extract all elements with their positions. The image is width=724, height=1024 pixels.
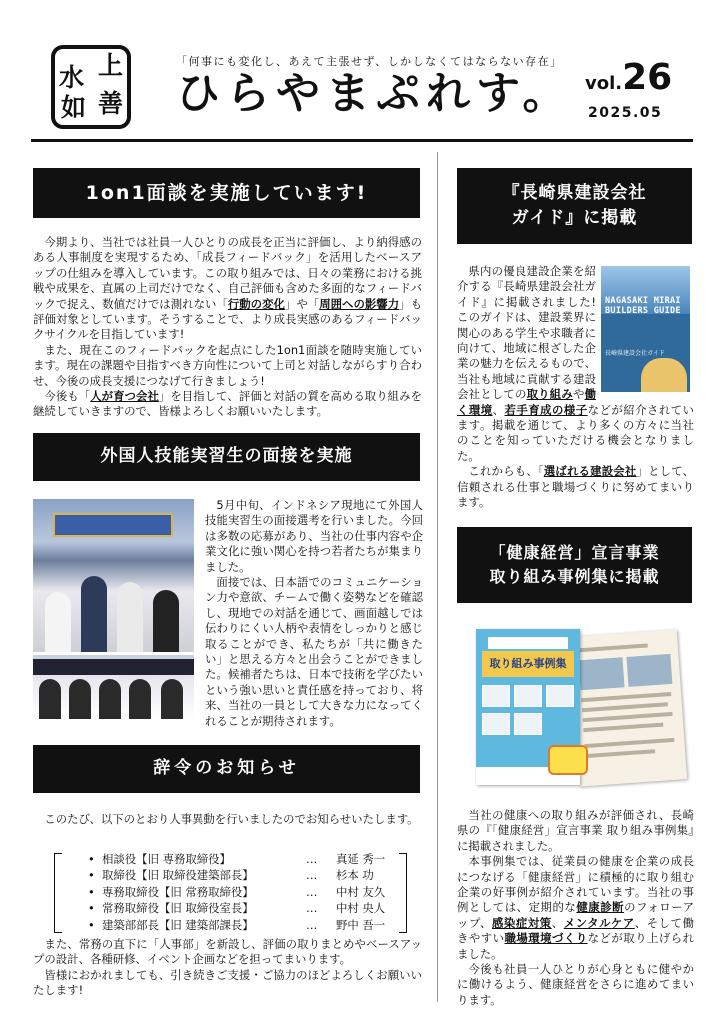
separator: … bbox=[306, 884, 318, 899]
foreign-body bbox=[205, 498, 423, 729]
heading-text: 『長崎県建設会社 bbox=[502, 182, 647, 203]
volume-label bbox=[585, 57, 673, 98]
bullet: • bbox=[88, 884, 95, 899]
emphasis-text: 健康診断 bbox=[576, 900, 625, 915]
photo-block bbox=[482, 685, 510, 707]
bullet: • bbox=[88, 868, 95, 883]
heading-text: 辞令のお知らせ bbox=[153, 758, 300, 779]
heading-text: ガイド』に掲載 bbox=[511, 208, 638, 228]
separator: … bbox=[306, 917, 318, 932]
appointment-list bbox=[88, 851, 385, 933]
appointments-closing bbox=[33, 937, 422, 999]
photo-block bbox=[514, 713, 542, 735]
float-spacer bbox=[596, 264, 694, 398]
text: 今後も「 bbox=[44, 389, 91, 404]
appointments-intro bbox=[33, 812, 422, 827]
person bbox=[69, 679, 91, 719]
text: 、 bbox=[551, 915, 564, 930]
volume-number: 26 bbox=[622, 57, 673, 98]
paragraph: このたび、以下のとおり人事異動を行いましたのでお知らせいたします。 bbox=[44, 812, 419, 826]
position: 常務取締役【旧 取締役室長】 bbox=[102, 901, 254, 916]
person-name: 中村 友久 bbox=[336, 884, 386, 899]
person-name: 杉本 功 bbox=[336, 868, 374, 883]
paragraph bbox=[457, 854, 694, 962]
text: 」も評価対象としています。そうすることで、より成長実感のあるフィードバックサイクルを目指しています! bbox=[33, 296, 422, 342]
person bbox=[129, 679, 151, 719]
emphasis-text: 働く環境 bbox=[457, 387, 596, 417]
person-name: 野中 吾一 bbox=[336, 917, 386, 932]
newsletter-title: ひらやまぷれす。 bbox=[176, 68, 573, 119]
text: これからも、「 bbox=[468, 464, 544, 479]
list-item bbox=[88, 851, 385, 867]
event-sign bbox=[33, 659, 194, 675]
emphasis-text: 職場環境づくり bbox=[504, 931, 588, 946]
text: 、そして働きやすい bbox=[457, 915, 694, 946]
paragraph bbox=[457, 464, 694, 510]
health-body bbox=[457, 808, 694, 1008]
photo-block bbox=[546, 685, 574, 707]
person bbox=[81, 576, 107, 652]
paragraph bbox=[33, 389, 422, 420]
right-bracket bbox=[399, 853, 407, 933]
text: のフォローアップ、 bbox=[457, 900, 694, 930]
cover-subtitle: 長崎県建設会社ガイド bbox=[605, 350, 665, 357]
header-divider bbox=[31, 139, 693, 142]
text: 、 bbox=[492, 402, 505, 417]
person bbox=[153, 590, 179, 652]
text: などが取り上げられました。 bbox=[457, 931, 694, 961]
person-name: 真延 秀一 bbox=[336, 852, 386, 866]
bullet: • bbox=[88, 852, 95, 866]
text: 県内の優良建設企業を紹介する『長崎県建設会社ガイド』に掲載されました!このガイドは、建設業界に関心のある学生や求職者に向けて、地域に根ざした企業の魅力を伝えるもので、当社も地域に貢献する建設会社としての bbox=[457, 264, 596, 402]
position: 取締役【旧 取締役建築部長】 bbox=[102, 868, 254, 883]
person bbox=[117, 582, 143, 652]
person bbox=[45, 592, 71, 652]
emphasis-text: 取り組み bbox=[526, 387, 573, 402]
person bbox=[39, 679, 61, 719]
heading-text: 取り組み事例集に掲載 bbox=[489, 567, 660, 586]
text: 」として、信頼される仕事と職場づくりに努めてまいります。 bbox=[457, 464, 694, 510]
paragraph bbox=[457, 264, 694, 464]
text: 」を目指して、評価と対話の質を高める取り組みを継続していきますので、皆様よろしくお願いいたします。 bbox=[33, 389, 422, 419]
emphasis-text: 人が育つ会社 bbox=[90, 389, 159, 404]
text: 」や「 bbox=[284, 296, 320, 311]
text-line bbox=[582, 702, 668, 712]
column-divider bbox=[437, 152, 438, 1002]
heading-text: 1on1面談を実施しています! bbox=[85, 181, 368, 204]
company-logo bbox=[51, 45, 131, 129]
emphasis-text: 感染症対策 bbox=[491, 915, 552, 930]
case-study-brochures bbox=[474, 627, 696, 790]
heading-text: 「健康経営」宣言事業 bbox=[489, 543, 660, 562]
paragraph: 皆様におかれましても、引き続きご支援・ご協力のほどよろしくお願いいたします! bbox=[33, 967, 422, 998]
tagline: 「何事にも変化し、あえて主張せず、しかしなくてはならない存在」 bbox=[176, 55, 563, 68]
emphasis-text: 周囲への影響力 bbox=[319, 296, 400, 311]
emphasis-text: 行動の変化 bbox=[227, 296, 285, 311]
text: や bbox=[572, 387, 585, 402]
paragraph: 今後も社員一人ひとりが心身ともに健やかに働けるよう、健康経営をさらに進めてまいります。 bbox=[457, 962, 694, 1007]
heading-text: 外国人技能実習生の面接を実施 bbox=[100, 446, 353, 467]
cover-band bbox=[488, 637, 568, 649]
paragraph: 5月中旬、インドネシア現地にて外国人技能実習生の面接選考を行いました。今回は多数の応募があり、当社の仕事内容や企業文化に強い関心を持つ若者たちが集まりました。 bbox=[205, 498, 423, 574]
section-heading-guide bbox=[457, 168, 692, 244]
person bbox=[161, 679, 183, 719]
section-heading-foreign-interns bbox=[33, 433, 420, 481]
section-heading-appointments bbox=[33, 745, 420, 793]
separator: … bbox=[306, 852, 318, 866]
text-line bbox=[584, 738, 674, 748]
guide-body bbox=[457, 264, 694, 511]
logo-char: 如 bbox=[61, 93, 87, 122]
interview-photo bbox=[33, 499, 194, 652]
person-name: 中村 央人 bbox=[336, 901, 386, 916]
position: 相談役【旧 専務取締役】 bbox=[102, 852, 231, 866]
logo-char: 善 bbox=[98, 89, 124, 118]
text-line bbox=[581, 692, 671, 702]
text: 今期より、当社では社員一人ひとりの成長を正当に評価し、より納得感のある人事制度を実現するため、「成長フィードバック」を活用したベースアップの仕組みを導入しています。この取り組みでは、日々の業務における挑戦や成果を、直属の上司だけでなく、自己評価も含めた多面的なフィードバックで捉え、数値だけでは測れない「 bbox=[33, 235, 422, 311]
text-line bbox=[585, 749, 655, 758]
issue-date: 2025.05 bbox=[588, 105, 663, 121]
paragraph: また、現在このフィードバックを起点にした1on1面談を随時実施しています。現在の課題や目指すべき方向性について上司と対話しながらすり合わせ、今後の成長支援につなげて行きましょう! bbox=[33, 342, 422, 388]
emphasis-text: 選ばれる建設会社 bbox=[543, 464, 637, 479]
photo-block bbox=[514, 685, 542, 707]
text-line bbox=[583, 723, 663, 733]
emphasis-text: メンタルケア bbox=[563, 915, 635, 930]
list-item bbox=[88, 917, 385, 933]
paragraph bbox=[33, 235, 422, 343]
position: 専務取締役【旧 常務取締役】 bbox=[102, 884, 254, 899]
brochure-title: 取り組み事例集 bbox=[482, 651, 574, 677]
separator: … bbox=[306, 868, 318, 883]
emphasis-text: 若手育成の様子 bbox=[504, 402, 588, 417]
list-item bbox=[88, 867, 385, 883]
oneonone-body bbox=[33, 235, 422, 420]
section-heading-health bbox=[457, 527, 692, 603]
paragraph: 当社の健康への取り組みが評価され、長崎県の『「健康経営」宣言事業 取り組み事例集』に掲載されました。 bbox=[457, 808, 694, 853]
list-item bbox=[88, 884, 385, 900]
text: などが紹介されています。掲載を通じて、より多くの方々に当社のことを知っていただける機会となりました。 bbox=[457, 402, 694, 463]
event-banner bbox=[53, 513, 173, 537]
list-item bbox=[88, 900, 385, 916]
mascot-badge bbox=[548, 745, 588, 775]
bullet: • bbox=[88, 901, 95, 916]
text: 本事例集では、従業員の健康を企業の成長につなげる「健康経営」に積極的に取り組む企業の好事例が紹介されています。当社の事例としては、定期的な bbox=[457, 854, 694, 915]
paragraph: また、常務の直下に「人事部」を新設し、評価の取りまとめやベースアップの設計、各種研修、イベント企画などを担ってまいります。 bbox=[33, 937, 422, 967]
photo-block bbox=[482, 713, 510, 735]
left-bracket bbox=[54, 853, 62, 933]
volume-prefix: vol. bbox=[585, 73, 623, 94]
position: 建築部部長【旧 建築部課長】 bbox=[102, 917, 254, 932]
bullet: • bbox=[88, 917, 95, 932]
photo-block bbox=[626, 654, 672, 687]
logo-char: 上 bbox=[98, 51, 124, 80]
section-heading-1on1 bbox=[33, 168, 420, 218]
person bbox=[99, 679, 121, 719]
group-photo bbox=[33, 655, 194, 719]
photo-block bbox=[579, 657, 625, 690]
text-line bbox=[578, 643, 648, 652]
text-line bbox=[583, 712, 673, 722]
logo-char: 水 bbox=[59, 63, 85, 92]
separator: … bbox=[306, 901, 318, 916]
paragraph: 面接では、日本語でのコミュニケーション力や意欲、チームで働く姿勢などを確認し、現地での対話を通じて、画面越しでは伝わりにくい人柄や表情をしっかりと感じ取ることができ、私たちが「共に働きたい」と思える方々と出会うことができました。候補者たちは、日本で技術を学びたいという強い思いと責任感を持っており、将来、当社の一員として大きな力になってくれることが期待されます。 bbox=[205, 575, 423, 728]
cover-title: NAGASAKI MIRAI BUILDERS GUIDE bbox=[605, 296, 681, 316]
